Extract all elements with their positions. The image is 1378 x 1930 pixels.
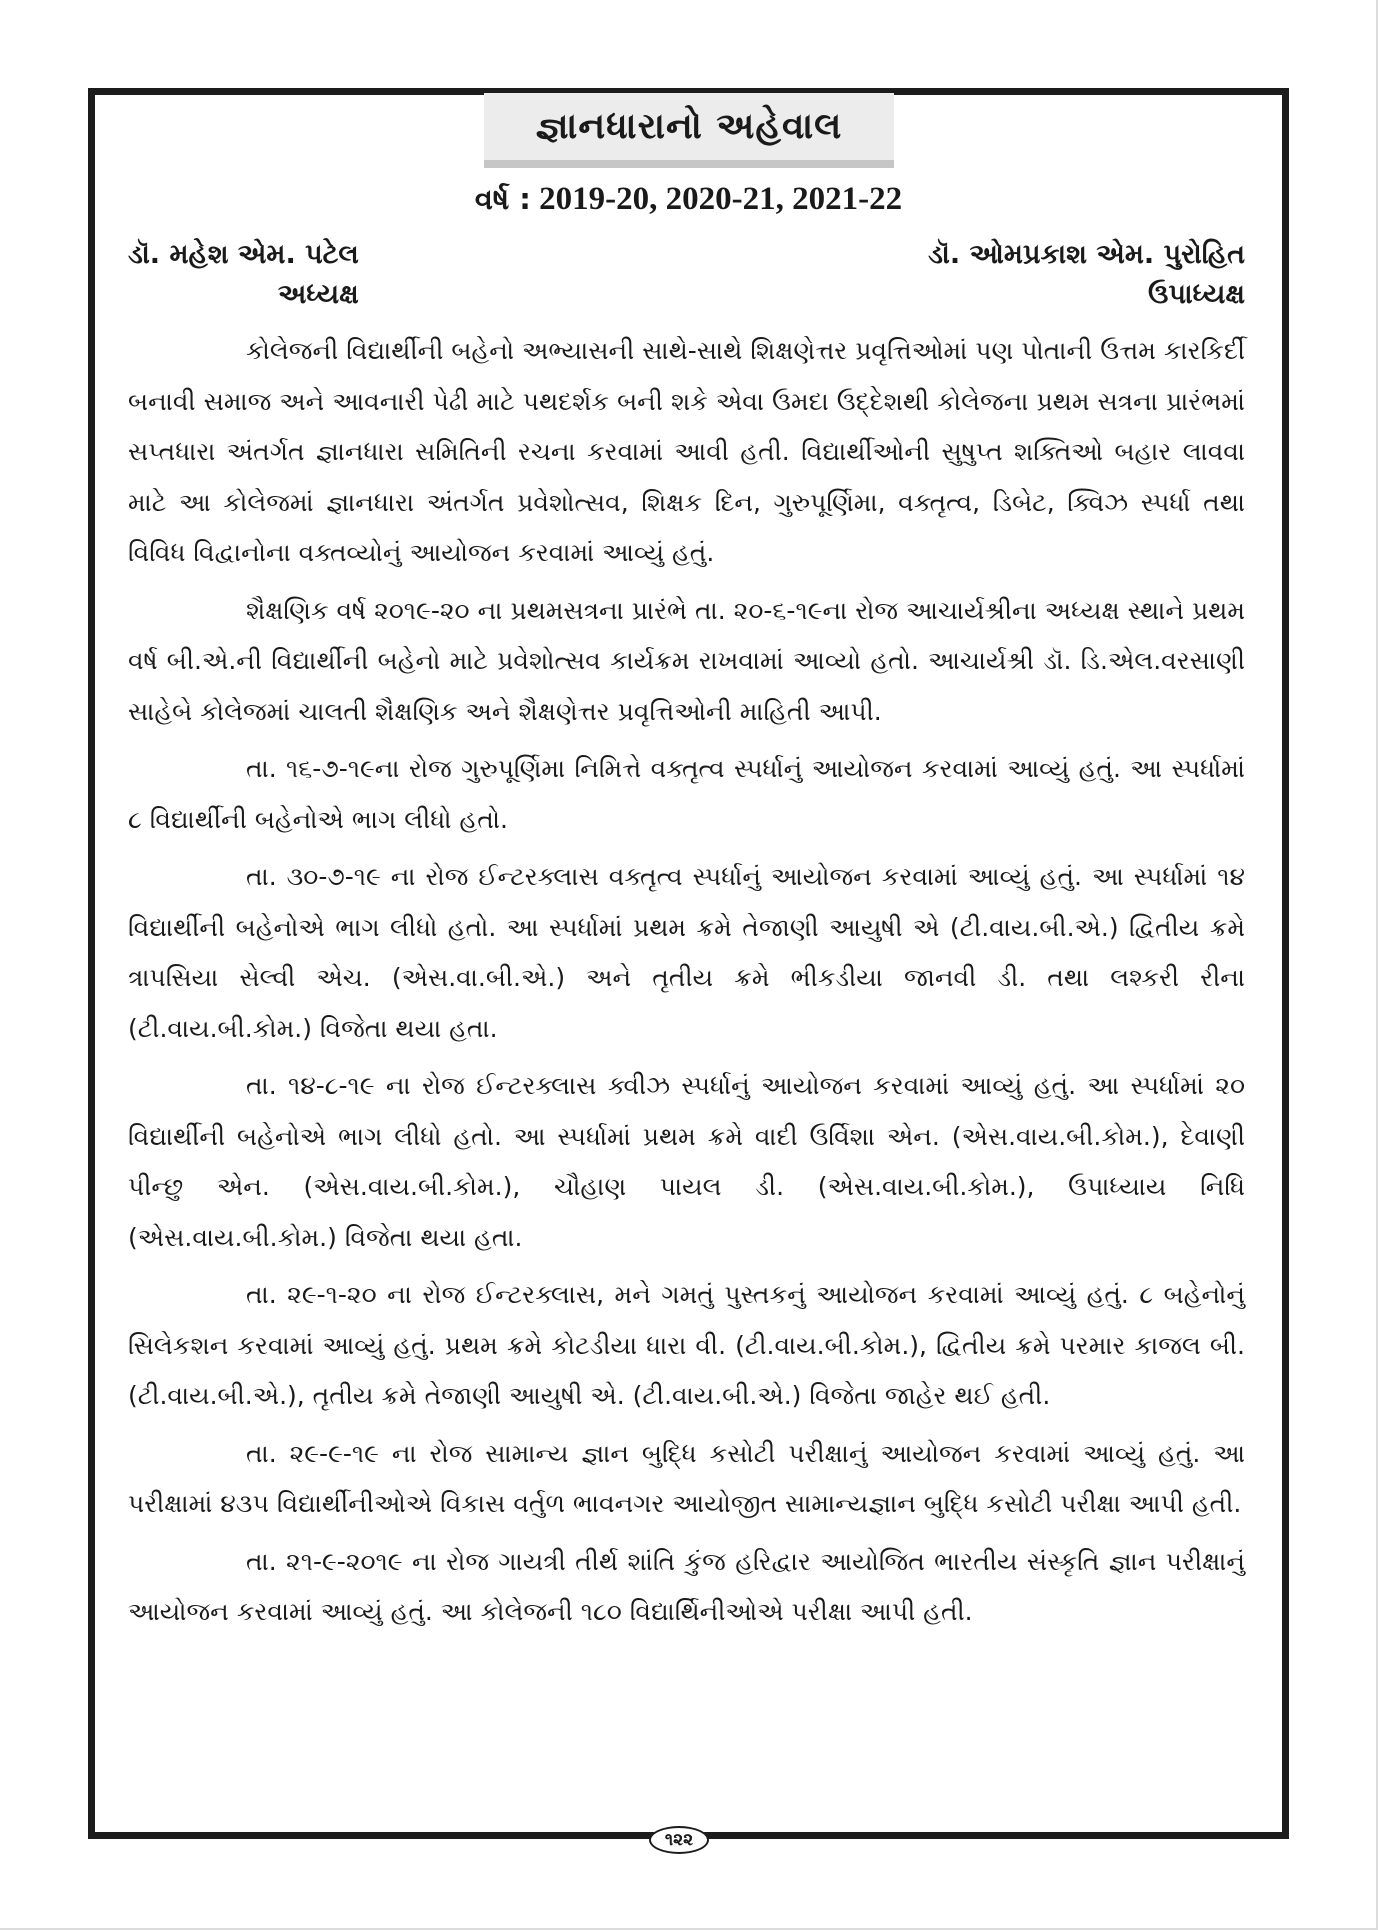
- paragraph-quiz: તા. ૧૪-૮-૧૯ ના રોજ ઈન્ટરક્લાસ ક્વીઝ સ્પર્ધાનું આયોજન કરવામાં આવ્યું હતું. આ સ્પર્ધામાં ૨૦ વિદ્યાર્થીની બહેનોએ ભાગ લીધો હતો. આ સ્પર્ધામાં પ્રથમ ક્રમે વાદી ઉર્વિશા એન. (એસ.વાય.બી.કોમ.), દેવાણી પીન્છુ એન. (એસ.વાય.બી.કોમ.), ચૌહાણ પાયલ ડી. (એસ.વાય.બી.કોમ.), ઉપાધ્યાય નિધિ (એસ.વાય.બી.કોમ.) વિજેતા થયા હતા.: [128, 1071, 1246, 1252]
- paragraph-culture-exam: તા. ૨૧-૯-૨૦૧૯ ના રોજ ગાયત્રી તીર્થ શાંતિ કુંજ હરિદ્વાર આયોજિત ભારતીય સંસ્કૃતિ જ્ઞાન પરીક્ષાનું આયોજન કરવામાં આવ્યું હતું. આ કોલેજની ૧૮૦ વિદ્યાર્થિનીઓએ પરીક્ષા આપી હતી.: [128, 1546, 1245, 1626]
- vice-chairperson-name: ડૉ. ઓમપ્રકાશ એમ. પુરોહિત: [928, 239, 1245, 270]
- paragraph-favourite-book: તા. ૨૯-૧-૨૦ ના રોજ ઈન્ટરક્લાસ, મને ગમતું પુસ્તકનું આયોજન કરવામાં આવ્યું હતું. ૮ બહેનોનું સિલેકશન કરવામાં આવ્યું હતું. પ્રથમ ક્રમે કોટડીયા ધારા વી. (ટી.વાય.બી.કોમ.), દ્વિતીય ક્રમે પરમાર કાજલ બી. (ટી.વાય.બી.એ.), તૃતીય ક્રમે તેજાણી આયુષી એ. (ટી.વાય.બી.એ.) વિજેતા જાહેર થઈ હતી.: [128, 1280, 1245, 1410]
- vice-chairperson-role: ઉપાધ્યક્ષ: [1148, 279, 1245, 310]
- page-title: જ્ઞાનધારાનો અહેવાલ: [535, 105, 843, 147]
- academic-years: [88, 181, 1289, 218]
- year-label: વર્ષ :: [474, 182, 531, 216]
- vice-chairperson-block: [928, 235, 1245, 315]
- paragraph-gk-exam: તા. ૨૯-૯-૧૯ ના રોજ સામાન્ય જ્ઞાન બુદ્ધિ કસોટી પરીક્ષાનું આયોજન કરવામાં આવ્યું હતું. આ પરીક્ષામાં ૪૩૫ વિદ્યાર્થીનીઓએ વિકાસ વર્તુળ ભાવનગર આયોજીત સામાન્યજ્ઞાન બુદ્ધિ કસોટી પરીક્ષા આપી હતી.: [128, 1438, 1245, 1518]
- page-number: [649, 1826, 709, 1854]
- title-banner: [484, 93, 894, 168]
- year-values: 2019-20, 2020-21, 2021-22: [539, 181, 903, 217]
- report-body: [128, 326, 1245, 1645]
- chairperson-name: ડૉ. મહેશ એમ. પટેલ: [128, 239, 359, 270]
- paragraph-elocution: તા. ૩૦-૭-૧૯ ના રોજ ઈન્ટરક્લાસ વક્તૃત્વ સ્પર્ધાનું આયોજન કરવામાં આવ્યું હતું. આ સ્પર્ધામાં ૧૪ વિદ્યાર્થીની બહેનોએ ભાગ લીધો હતો. આ સ્પર્ધામાં પ્રથમ ક્રમે તેજાણી આયુષી એ (ટી.વાય.બી.એ.) દ્વિતીય ક્રમે ત્રાપસિયા સેલ્વી એચ. (એસ.વા.બી.એ.) અને તૃતીય ક્રમે ભીકડીયા જાનવી ડી. તથા લશ્કરી રીના (ટી.વાય.બી.કોમ.) વિજેતા થયા હતા.: [128, 862, 1245, 1043]
- page-number-text: ૧૨૨: [664, 1829, 694, 1850]
- paragraph-intro: કોલેજની વિદ્યાર્થીની બહેનો અભ્યાસની સાથે-સાથે શિક્ષણેત્તર પ્રવૃત્તિઓમાં પણ પોતાની ઉત્તમ કારકિર્દી બનાવી સમાજ અને આવનારી પેઢી માટે પથદર્શક બની શકે એવા ઉમદા ઉદ્દેશથી કોલેજના પ્રથમ સત્રના પ્રારંભમાં સપ્તધારા અંતર્ગત જ્ઞાનધારા સમિતિની રચના કરવામાં આવી હતી. વિદ્યાર્થીઓની સુષુપ્ત શક્તિઓ બહાર લાવવા માટે આ કોલેજમાં જ્ઞાનધારા અંતર્ગત પ્રવેશોત્સવ, શિક્ષક દિન, ગુરુપૂર્ણિમા, વક્તૃત્વ, ડિબેટ, ક્વિઝ સ્પર્ધા તથા વિવિધ વિદ્વાનોના વક્તવ્યોનું આયોજન કરવામાં આવ્યું હતું.: [128, 336, 1245, 567]
- paragraph-gurupurnima: તા. ૧૬-૭-૧૯ના રોજ ગુરુપૂર્ણિમા નિમિત્તે વક્તૃત્વ સ્પર્ધાનું આયોજન કરવામાં આવ્યું હતું. આ સ્પર્ધામાં ૮ વિદ્યાર્થીની બહેનોએ ભાગ લીધો હતો.: [128, 754, 1245, 834]
- paragraph-orientation: શૈક્ષણિક વર્ષ ૨૦૧૯-૨૦ ના પ્રથમસત્રના પ્રારંભે તા. ૨૦-૬-૧૯ના રોજ આચાર્યશ્રીના અધ્યક્ષ સ્થાને પ્રથમ વર્ષ બી.એ.ની વિદ્યાર્થીની બહેનો માટે પ્રવેશોત્સવ કાર્યક્રમ રાખવામાં આવ્યો હતો. આચાર્યશ્રી ડૉ. ડિ.એલ.વરસાણી સાહેબે કોલેજમાં ચાલતી શૈક્ષણિક અને શૈક્ષણેત્તર પ્રવૃત્તિઓની માહિતી આપી.: [128, 595, 1245, 726]
- chairperson-role: અધ્યક્ષ: [277, 279, 359, 310]
- chairperson-block: [128, 235, 359, 315]
